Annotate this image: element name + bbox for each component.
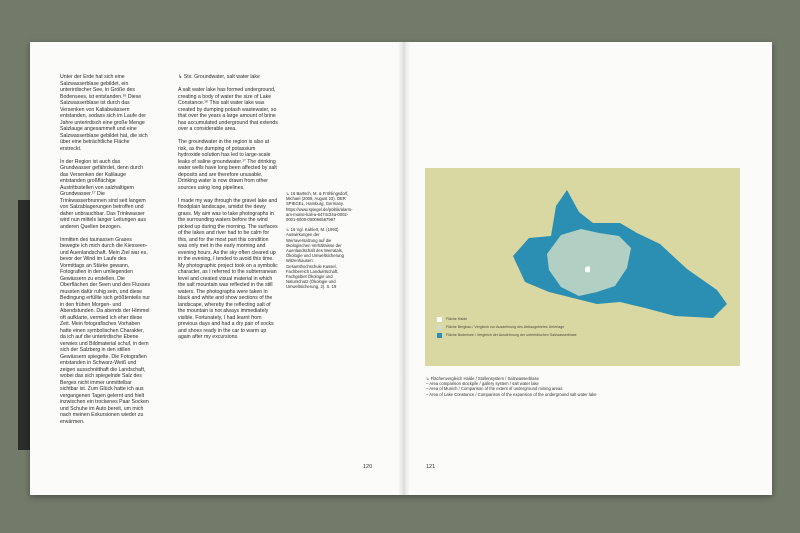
caption-line: – Area of Munich / Comparison of the extent of underground mining areas	[426, 386, 563, 392]
german-text-column	[60, 74, 150, 432]
legend-item	[437, 324, 577, 332]
english-paragraph: A salt water lake has formed underground, creating a body of water the size of Lake Constance.¹⁶ This salt water lake was created by dumping potash wastewater, so that over the years a large amount of brine has accumulated underground that extends over a considerable area.	[178, 87, 278, 132]
legend-item	[437, 332, 577, 340]
english-paragraph: The groundwater in the region is also at risk, as the dumping of potassium hydroxide solution has led to large-scale leaks of saline groundwater.¹⁷ The drinking water wells have long been affected by salt deposits and are therefore unusable. Drinking water is now drawn from other sources using long pipelines.	[178, 139, 277, 191]
english-heading: ↳ Stx. Groundwater, salt water lake	[178, 74, 260, 80]
legend-swatch	[437, 317, 442, 322]
footnote: ↳ 16 Bartsch, M. & Fröhlingsdorf, Michael (2009, August 23). DER SPIEGEL, Hamburg, Germany. https://www.spiegel.de/politik/alarm-am-monte-kali-a-6474c24a-0002-0001-0000-000066567967	[286, 191, 353, 223]
book-spread	[30, 42, 772, 495]
book-gutter	[398, 42, 410, 495]
legend-label: Fläche Halde	[446, 317, 468, 321]
caption-line: – Area comparison stockpile / gallery system / salt water lake	[426, 381, 539, 387]
legend-swatch	[437, 325, 442, 330]
area-comparison-map	[425, 168, 740, 366]
caption-line: ↳ Flächenvergleich Halde / Stollensystem / Salzwasserblase	[426, 376, 539, 381]
footnotes-column	[286, 191, 353, 295]
english-text-column	[178, 74, 278, 347]
footnote: ↳ 16 Vgl. Kahlert, M. (1993) Auswirkungen der Werraversalzung auf die ökologischen Verhältnisse der Auenlandschaft des Werratals, Ökologie und Umweltsicherung Witzenhausen: Gesamthochschule Kassel, Fachbereich Landwirtschaft, Fachgebiet Ökologie und Naturschutz (Ökologie und Umweltsicherung, 2). S. 19	[286, 227, 344, 290]
page-number-left: 120	[363, 464, 373, 470]
german-paragraph: Inmitten des taunassen Grases bewegte ich mich durch die Kiesseen- und Auenlandschaft. Mein Ziel war es, bevor der Wind im Laufe des Vormittags an Stärke gewann, Fotografien in den umliegenden Gewässern zu erstellen. Die Oberflächen der Seen und des Flusses mussten dafür ruhig sein, und diese Bedingung erfüllte sich größtenteils nur in den frühen Morgen- und Abendstunden. Da abends der Himmel oft aufklarte, vermied ich eher diese Zeit. Mein fotografisches Vorhaben hatte einen symbolischen Charakter, da ich auf die unterirdische Ebene verwies und Bildmaterial schuf, in dem sich der Salzberg in den stillen Gewässern spiegelte. Die Fotografien entstanden in Schwarz-Weiß und zeigen ausschnitthaft die Landschaft, wobei das sich spiegelnde Salz des Berges nicht immer unmittelbar sichtbar ist. Zum Glück hatte ich aus vergangenen Tagen gelernt und hielt inzwischen ein trockenes Paar Socken und Schuhe im Auto bereit, um mich nach meinen Exkursionen wieder zu erwärmen.	[60, 236, 150, 425]
legend-item	[437, 316, 577, 324]
english-paragraph: I made my way through the gravel lake and floodplain landscape, amidst the dewy grass. My aim was to take photographs in the surrounding waters before the wind picked up during the morning. The surfaces of the lakes and river had to be calm for this, and for the most part this condition was only met in the early morning and evening hours. As the sky often cleared up in the evening, I tended to avoid this time. My photographic project took on a symbolic character, as I referred to the subterranean level and created visual material in which the salt mountain was reflected in the still waters. The photographs were taken in black and white and show sections of the landscape, whereby the reflecting salt of the mountain is not always immediately visible. Fortunately, I had learnt from previous days and had a dry pair of socks and shoes ready in the car to warm up again after my excursions.	[178, 197, 278, 340]
german-paragraph: Unter der Erde hat sich eine Salzwasserblase gebildet, ein unterirdischer See, in Größe des Bodensees, ist entstanden.¹⁶ Diese Salzwasserblase ist durch das Versenken von Kaliabwässern entstanden, sodass sich im Laufe der Jahre unterirdisch eine große Menge Salzlauge angesammelt und eine Salzwasserblase gebildet hat, die sich über eine beträchtliche Fläche erstreckt.	[60, 74, 148, 152]
caption-line: – Area of Lake Constance / Comparison of the expansion of the underground salt water lake	[426, 391, 597, 397]
legend-swatch	[437, 333, 442, 338]
map-legend	[437, 316, 577, 339]
legend-label: Fläche Bodensee / Vergleich der Ausdehnung der unterirdischen Salzwasserblase	[446, 332, 577, 337]
page-number-right: 121	[426, 464, 436, 470]
legend-label: Fläche Bergbau / Vergleich zur Ausdehnung des Abbaugebietes Unterlage	[446, 324, 565, 329]
map-caption	[426, 376, 726, 397]
german-paragraph: In der Region ist auch das Grundwasser gefährdet, denn durch das Versenken der Kalilauge entstanden großflächige Austrittsstellen von salzhaltigem Grundwasser.¹⁷ Die Trinkwasserbrunnen sind seit langem von Salzablagerungen betroffen und daher unbrauchbar. Das Trinkwasser wird nun mittels langer Leitungen aus anderen Quellen bezogen.	[60, 158, 146, 230]
background-table-edge	[18, 200, 30, 450]
